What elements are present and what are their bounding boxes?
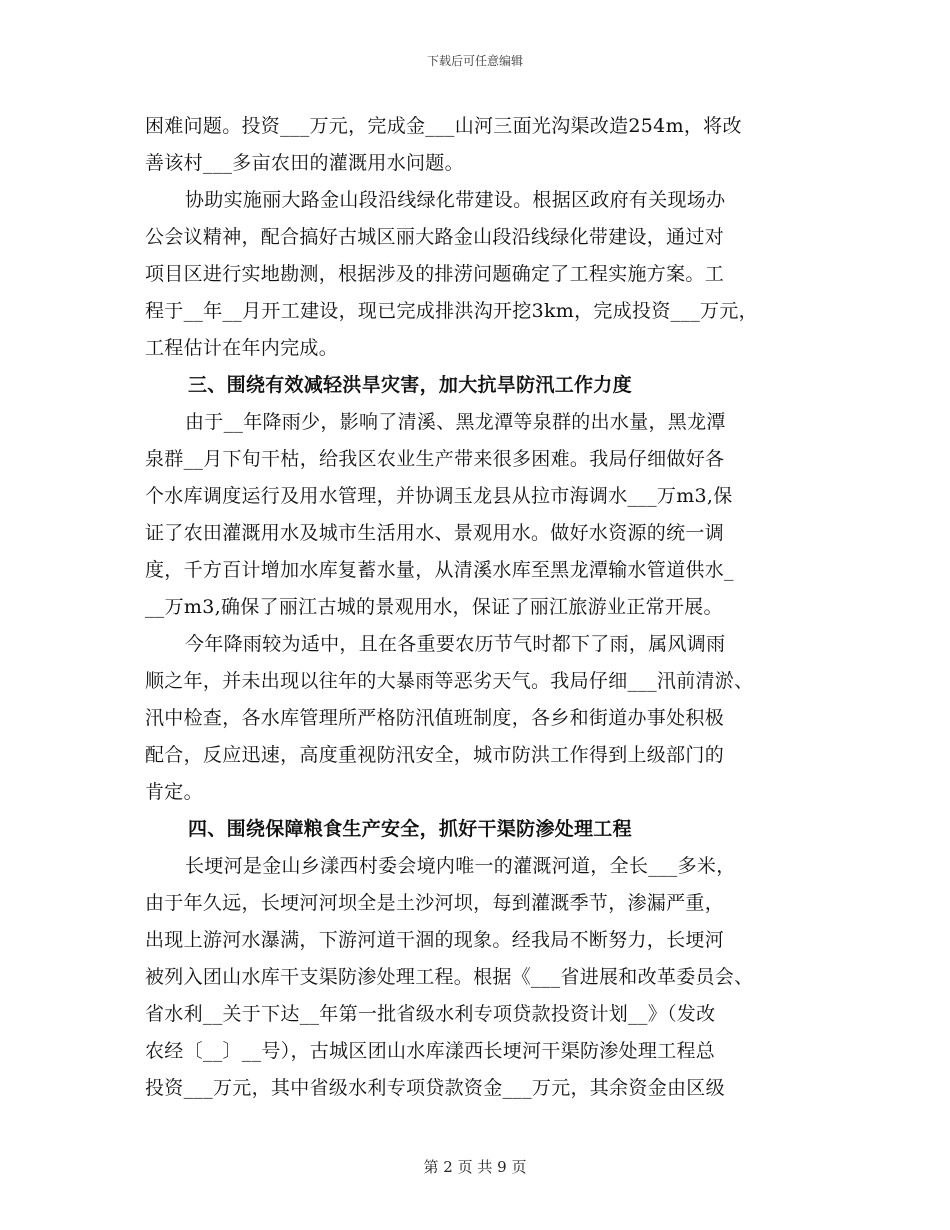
- paragraph-line: 农经〔__〕__号），古城区团山水库漾西长埂河干渠防渗处理工程总: [145, 1040, 716, 1062]
- paragraph-line: 公会议精神，配合搞好古城区丽大路金山段沿线绿化带建设，通过对: [145, 226, 725, 248]
- paragraph-line: 顺之年，并未出现以往年的大暴雨等恶劣天气。我局仔细___汛前清淤、: [145, 670, 754, 692]
- paragraph-line: 证了农田灌溉用水及城市生活用水、景观用水。做好水资源的统一调: [145, 522, 725, 544]
- paragraph-line: 度，千方百计增加水库复蓄水量，从清溪水库至黑龙潭输水管道供水_: [145, 559, 734, 581]
- paragraph-line: 投资___万元，其中省级水利专项贷款资金___万元，其余资金由区级: [145, 1077, 725, 1099]
- paragraph-line: 项目区进行实地勘测，根据涉及的排涝问题确定了工程实施方案。工: [145, 263, 725, 285]
- page-header: 下载后可任意编辑: [426, 54, 523, 68]
- paragraph-line: 汛中检查，各水库管理所严格防汛值班制度，各乡和街道办事处积极: [145, 707, 725, 729]
- paragraph-line: 被列入团山水库干支渠防渗处理工程。根据《___省进展和改革委员会、: [145, 966, 754, 988]
- paragraph-line: 省水利__关于下达__年第一批省级水利专项贷款投资计划__》（发改: [145, 1003, 716, 1025]
- paragraph-line: 程于__年__月开工建设，现已完成排洪沟开挖3km，完成投资___万元，: [145, 300, 758, 322]
- paragraph-line: 泉群__月下旬干枯，给我区农业生产带来很多困难。我局仔细做好各: [145, 448, 725, 470]
- paragraph-line: 配合，反应迅速，高度重视防汛安全，城市防洪工作得到上级部门的: [145, 744, 725, 766]
- page-number-footer: 第 2 页 共 9 页: [423, 1158, 527, 1176]
- paragraph-line: 协助实施丽大路金山段沿线绿化带建设。根据区政府有关现场办: [185, 189, 726, 211]
- paragraph-line: 由于年久远，长埂河河坝全是土沙河坝，每到灌溉季节，渗漏严重，: [145, 892, 725, 914]
- paragraph-line: 今年降雨较为适中，且在各重要农历节气时都下了雨，属风调雨: [185, 633, 726, 655]
- paragraph-line: 由于__年降雨少，影响了清溪、黑龙潭等泉群的出水量，黑龙潭: [185, 411, 726, 433]
- section-heading: 四、围绕保障粮食生产安全，抓好干渠防渗处理工程: [188, 818, 632, 840]
- paragraph-line: 困难问题。投资___万元，完成金___山河三面光沟渠改造254m，将改: [145, 115, 742, 137]
- paragraph-line: 善该村___多亩农田的灌溉用水问题。: [145, 152, 464, 174]
- paragraph-line: 工程估计在年内完成。: [145, 337, 339, 359]
- paragraph-line: 肯定。: [145, 781, 203, 803]
- paragraph-line: 个水库调度运行及用水管理，并协调玉龙县从拉市海调水___万m3,保: [145, 485, 733, 507]
- paragraph-line: 出现上游河水瀑满，下游河道干涸的现象。经我局不断努力，长埂河: [145, 929, 725, 951]
- section-heading: 三、围绕有效减轻洪旱灾害，加大抗旱防汛工作力度: [188, 374, 632, 396]
- paragraph-line: 长埂河是金山乡漾西村委会境内唯一的灌溉河道，全长___多米，: [185, 855, 736, 877]
- paragraph-line: __万m3,确保了丽江古城的景观用水，保证了丽江旅游业正常开展。: [145, 596, 723, 618]
